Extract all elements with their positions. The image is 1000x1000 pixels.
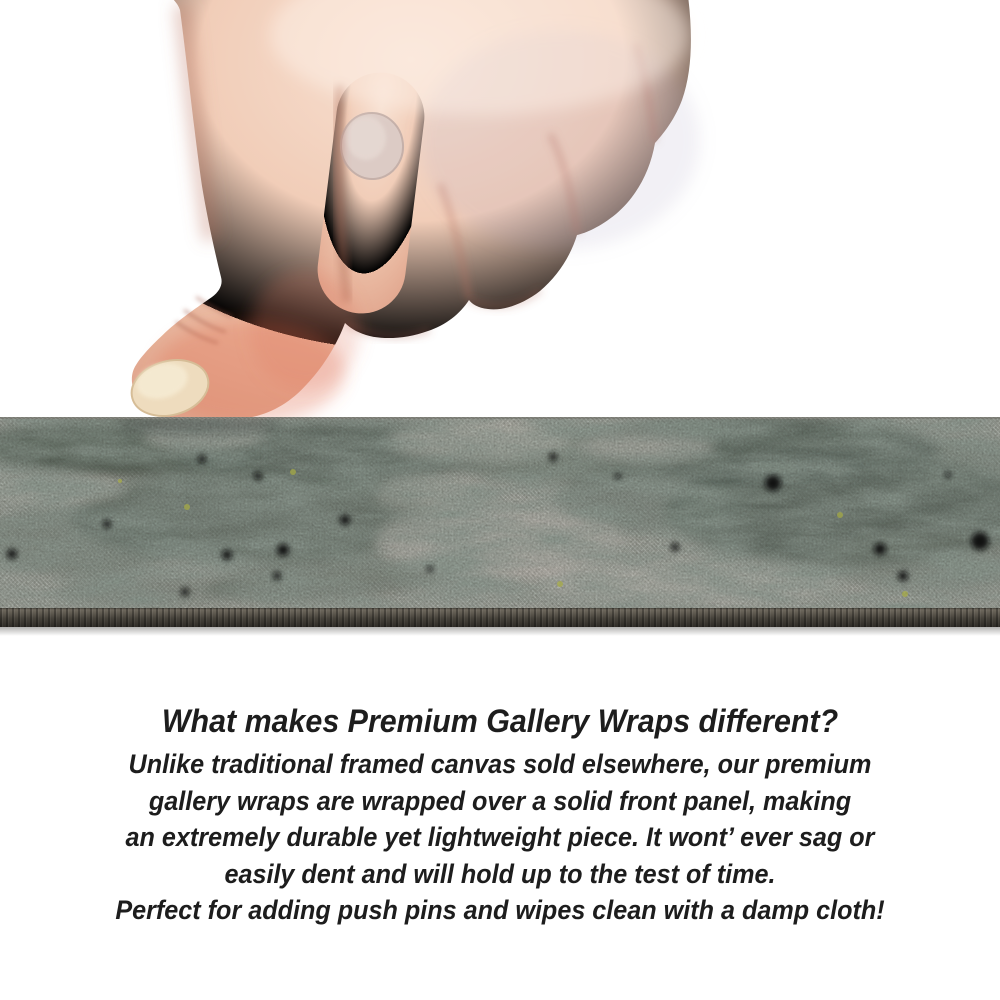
caption-heading: What makes Premium Gallery Wraps different? xyxy=(161,703,839,739)
thumb-bend-blush xyxy=(250,270,360,390)
caption-line-5: Perfect for adding push pins and wipes clean with a damp cloth! xyxy=(115,895,885,926)
hand-photo xyxy=(0,0,1000,425)
canvas-drop-shadow xyxy=(0,627,1000,636)
marketing-caption xyxy=(25,701,975,929)
canvas-paint-texture xyxy=(0,419,1000,610)
nail-highlight xyxy=(346,116,386,160)
caption-line-4: easily dent and will hold up to the test of time. xyxy=(224,858,776,889)
caption-line-2: gallery wraps are wrapped over a solid front panel, making xyxy=(148,785,852,816)
canvas-grain xyxy=(0,419,1000,610)
canvas-edge-strip xyxy=(0,417,1000,610)
canvas-side-edge xyxy=(0,608,1000,627)
caption-line-1: Unlike traditional framed canvas sold elsewhere, our premium xyxy=(128,749,872,779)
caption-line-3: an extremely durable yet lightweight piece. It wont’ ever sag or xyxy=(125,822,875,853)
